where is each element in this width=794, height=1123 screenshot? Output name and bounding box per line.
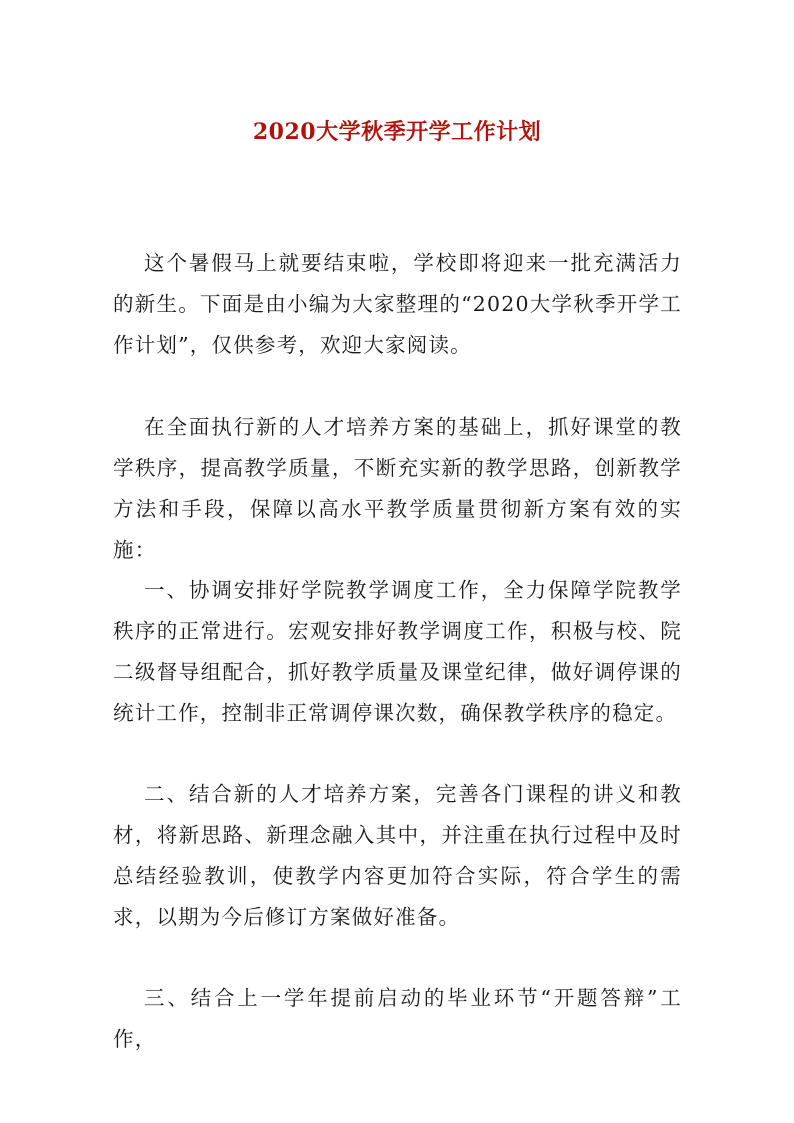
intro-paragraph: 这个暑假马上就要结束啦，学校即将迎来一批充满活力的新生。下面是由小编为大家整理的“2020大学秋季开学工作计划”，仅供参考，欢迎大家阅读。 [113, 251, 682, 357]
overview-paragraph: 在全面执行新的人才培养方案的基础上，抓好课堂的教学秩序，提高教学质量，不断充实新的教学思路，创新教学方法和手段，保障以高水平教学质量贯彻新方案有效的实施： [113, 415, 682, 562]
item-two-paragraph: 二、结合新的人才培养方案，完善各门课程的讲义和教材，将新思路、新理念融入其中，并注重在执行过程中及时总结经验教训，使教学内容更加符合实际，符合学生的需求，以期为今后修订方案做好准备。 [113, 782, 682, 929]
page-title: 2020大学秋季开学工作计划 [252, 118, 542, 145]
item-three-paragraph: 三、结合上一学年提前启动的毕业环节“开题答辩”工作， [113, 986, 682, 1051]
item-one-paragraph: 一、协调安排好学院教学调度工作，全力保障学院教学秩序的正常进行。宏观安排好教学调度工作，积极与校、院二级督导组配合，抓好教学质量及课堂纪律，做好调停课的统计工作，控制非正常调停课次数，确保教学秩序的稳定。 [113, 578, 682, 725]
